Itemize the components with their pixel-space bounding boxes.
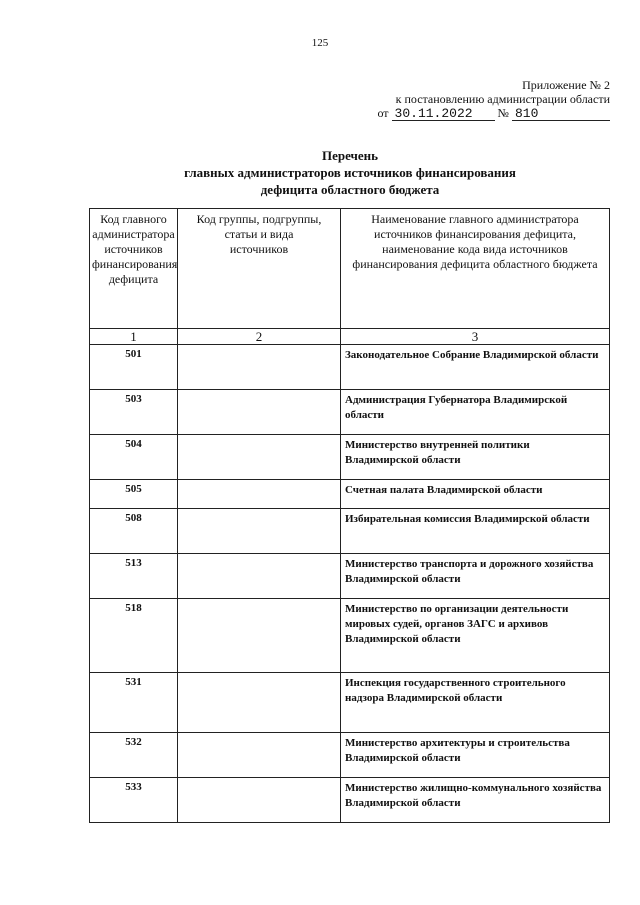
admin-name: Министерство по организации деятельности мировых судей, органов ЗАГС и архивов Владимирской области bbox=[341, 599, 610, 673]
admin-code: 532 bbox=[90, 733, 178, 778]
table-row bbox=[90, 509, 610, 554]
group-code bbox=[178, 733, 341, 778]
table-row bbox=[90, 673, 610, 733]
admin-name: Администрация Губернатора Владимирской области bbox=[341, 390, 610, 435]
admin-code: 533 bbox=[90, 778, 178, 823]
group-code bbox=[178, 480, 341, 509]
decree-number: 810 bbox=[512, 108, 610, 121]
table-row bbox=[90, 435, 610, 480]
admin-code: 513 bbox=[90, 554, 178, 599]
appendix-title: Приложение № 2 bbox=[522, 78, 610, 92]
heading-line-1: Перечень bbox=[321, 148, 379, 163]
header-admin-name: Наименование главного администратора источников финансирования дефицита, наименование кода вида источников финансирования дефицита областного бюджета bbox=[341, 209, 610, 329]
group-code bbox=[178, 673, 341, 733]
column-number-3: 3 bbox=[341, 329, 610, 345]
column-number-1: 1 bbox=[90, 329, 178, 345]
admin-code: 518 bbox=[90, 599, 178, 673]
table-row bbox=[90, 599, 610, 673]
appendix-date-line bbox=[377, 106, 610, 121]
heading-line-3: дефицита областного бюджета bbox=[260, 182, 440, 197]
admin-code: 508 bbox=[90, 509, 178, 554]
column-number-2: 2 bbox=[178, 329, 341, 345]
admin-name: Министерство архитектуры и строительства Владимирской области bbox=[341, 733, 610, 778]
appendix-block bbox=[377, 78, 610, 121]
group-code bbox=[178, 509, 341, 554]
admin-name: Законодательное Собрание Владимирской области bbox=[341, 345, 610, 390]
admin-code: 503 bbox=[90, 390, 178, 435]
table-row bbox=[90, 554, 610, 599]
admin-name: Министерство внутренней политики Владимирской области bbox=[341, 435, 610, 480]
table-row bbox=[90, 480, 610, 509]
admin-name: Инспекция государственного строительного надзора Владимирской области bbox=[341, 673, 610, 733]
table-row bbox=[90, 733, 610, 778]
number-label: № bbox=[497, 106, 509, 120]
header-row bbox=[90, 209, 610, 329]
group-code bbox=[178, 390, 341, 435]
group-code bbox=[178, 778, 341, 823]
group-code bbox=[178, 345, 341, 390]
table-row bbox=[90, 390, 610, 435]
header-admin-code: Код главного администратора источников финансирования дефицита bbox=[90, 209, 178, 329]
header-group-code: Код группы, подгруппы, статьи и вида источников bbox=[178, 209, 341, 329]
admin-code: 504 bbox=[90, 435, 178, 480]
heading-line-2: главных администраторов источников финансирования bbox=[184, 165, 516, 180]
group-code bbox=[178, 599, 341, 673]
document-heading bbox=[90, 147, 610, 198]
administrators-table bbox=[89, 208, 610, 823]
from-label: от bbox=[377, 106, 389, 120]
admin-name: Избирательная комиссия Владимирской области bbox=[341, 509, 610, 554]
group-code bbox=[178, 435, 341, 480]
table-row bbox=[90, 345, 610, 390]
table-row bbox=[90, 778, 610, 823]
admin-name: Счетная палата Владимирской области bbox=[341, 480, 610, 509]
admin-code: 531 bbox=[90, 673, 178, 733]
admin-code: 505 bbox=[90, 480, 178, 509]
decree-date: 30.11.2022 bbox=[392, 108, 495, 121]
appendix-subtitle: к постановлению администрации области bbox=[395, 92, 610, 106]
page-number: 125 bbox=[311, 37, 329, 49]
column-numbers-row bbox=[90, 329, 610, 345]
admin-name: Министерство транспорта и дорожного хозяйства Владимирской области bbox=[341, 554, 610, 599]
admin-name: Министерство жилищно-коммунального хозяйства Владимирской области bbox=[341, 778, 610, 823]
admin-code: 501 bbox=[90, 345, 178, 390]
group-code bbox=[178, 554, 341, 599]
